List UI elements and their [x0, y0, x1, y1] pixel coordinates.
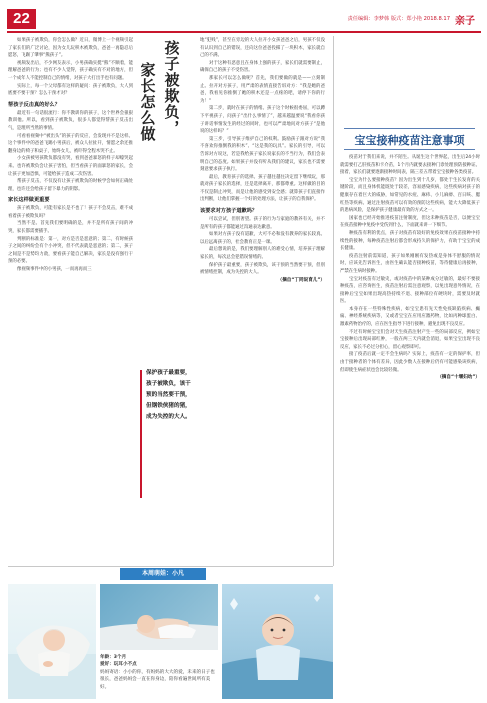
paragraph: 不过有时候宝宝们会对天生疫苗注射产生一些的局部反应，例如宝宝接种后出现局部红肿，一般在两三天内就会消退，如果宝宝出现不良反应，家长不必过分担心，留心观察即可。: [340, 329, 480, 350]
paragraph: 国家也已经开始推进疫苗注射制度，但这未种疫苗是否，以便宝宝在疫苗接种中免疫中受伤到什么，下面就来讲一下细节。: [340, 215, 480, 229]
article1-title: [140, 40, 180, 220]
baby-photo-middle: [100, 584, 218, 650]
paragraph: 最后，教育孩子的选择。孩子越往越往决定留下继续玩，那就对孩子家长的选择，还是选择离开，那都尊重。这样做的目的不仅是制止冲突，而是让他的感受到安全感；就算孩子们直接作出判断，让他们掌握一个好的处理方法，让孩子的自我保护。: [200, 174, 325, 203]
subheading-fight-back: 帮孩子反击真的好么？: [8, 101, 60, 108]
article1-signature: （摘自“丁同说育儿”）: [277, 277, 325, 283]
paragraph: 孩子被欺负，可能有家长是不也了！孩子不会反击，难不成看着孩子被欺负吗？: [8, 206, 133, 219]
header-rule: [7, 31, 481, 33]
page-number: 22: [13, 10, 30, 27]
article2-title: 宝宝接种疫苗注意事项: [354, 134, 465, 147]
caption-hobby: 爱好：玩耳小不点: [100, 662, 137, 668]
photo-section-rule: [8, 566, 333, 567]
section-label: 亲子: [455, 16, 475, 27]
caption-age: 年龄：3个月: [100, 655, 127, 660]
paragraph: 实际上，每一个父母都有这样的疑问：孩子被欺负，大人到底要不要干预？怎么干预才对？: [8, 83, 133, 97]
photo-section-label: 本周萌娃：小凡: [141, 570, 184, 577]
section-name: [455, 12, 481, 27]
paragraph: 疫苗注射前需知道，孩子如果刚刚有发热或是身体不舒服的情况时，应该先告诉医生，由医生确认能否接种疫苗，等待健康后再接种，严禁在生病时接种。: [340, 253, 480, 274]
article2-title-rule-bottom: [344, 149, 475, 150]
article1-column2: [200, 37, 325, 557]
paragraph: 可看看视频中“被出头”的孩子的反应，会发现并不是这样。这个事件中的爸爸飞踢小男孩后，被众人拉扯开，情愿之余还推翻身边的椅子和桌子，始终女儿，被吓得全程木哭不止。: [8, 133, 133, 154]
article2-title-rule-top: [344, 128, 475, 129]
title-line-1: 孩子被欺负，: [162, 40, 181, 136]
paragraph: 视频发出后，不少网友表示，小男孩确实挺“熊”不顺着，能理解爸爸的行为；也有不少人觉得，孩子确实有不对的地方，但一个成年人不能控制自己的情绪，对孩子大打出手也有问题。: [8, 60, 133, 81]
caption-mom-message: 妈妈寄语：小小的你，有妈妈的大大的爱，未来的日子也很长，爸爸妈妈会一直在你身边，陪你看遍世间所有美好。: [100, 669, 215, 690]
subheading-parents-do: 家长这样做更重要: [8, 197, 50, 204]
paragraph: 小女孩被男孩欺负都没有哭，看到爸爸暴怒的样子却嚎哭起来。也许被欺负会让孩子害怕，但当看孩子的面暴怒的家长，会让孩子更加恐惧，可能给孩子造成二次伤害。: [8, 156, 133, 177]
paragraph: 宝宝为什么要接种疫苗？因为出生到十几岁，都处于生长发育的关键阶段，而且身体机能既处于较差，容易感染疾病，这些疾病对孩子的健康存在着巨大的威胁，如常见的水痘、麻疹、小儿麻痹、百日咳、腮红热等疾病。通过注射疫苗可以有效的预防这些疾病，能大大降低孩子的患病风险，是保护孩子健康最有效的方式之一。: [340, 177, 480, 214]
paragraph: 地“犯贱”，甚至在旁边的大人拉开小女孩爸爸之后，男孩不仅没有认识到自己的错误，还向这位爸爸投掷了一块积木，家长就自己的不满。: [200, 38, 325, 59]
paragraph: 接了疫苗后就一定不会生病吗？实际上，疫苗有一定的保护率，但由于接种者的个体有差异，因此少数人在接种后仍有可能感染该疾病，但即使生病症状也会比较轻微。: [340, 352, 480, 373]
paragraph: 判断的标准是：第一，对方是否是恶意的；第二，有时候孩子之间的纠纷会有个小冲突，但不代表就是恶意的；第二，孩子之间是不是势均力敌，要看孩子能自己解决，家长是没有强行干预的必要。: [8, 236, 133, 265]
paragraph: 对于这种有恶意且在身体上强的孩子，家长们就需要制止，确保自己的孩子不受伤害。: [200, 60, 325, 74]
pull-quote-text: 保护孩子最重要，孩子被欺负，该干预的当然要干预，但钢铁侠猪的猪，成为失控的大人。: [146, 370, 191, 420]
paragraph: 最近有一句话很流行：你不教训你的孩子，这个世界会狠狠教训他。所以，看到孩子被欺负，很多人都觉得帮孩子反击出气，是理所当然的事情。: [8, 110, 133, 131]
article2-body: [340, 154, 480, 694]
column-divider: [333, 36, 334, 566]
col1-paragraphs: [8, 37, 133, 98]
photo-caption: [100, 654, 218, 700]
header-meta: [300, 15, 450, 24]
baby-photo-left: [8, 584, 96, 699]
pull-quote-bar: [140, 370, 142, 498]
paragraph: 疫苗对于我们来说，并不陌生。从诞生这个世界起，出生后24小时就需要打乙肝疫苗和卡介苗，1个月内就要去接种门诊处理预防接种证。接着，家长们就要逐渐接种时间表，隔三差五带着宝宝接种各类疫苗。: [340, 155, 480, 176]
paragraph: 宝宝对疫苗有过敏史，或对疫苗中的某种成分过敏的，最好不要接种疫苗，应咨询医生，疫苗注射后需注意观察，以免出现意外情况，在接种后宝宝如果出现高热持续不退、接种部位有硬块时，需要及时就医。: [340, 276, 480, 305]
paragraph: 第二步，就时在孩子的情绪。孩子这个时候很委屈，可以蹲下平视孩子，问孩子“出什么事情了”，越来越温要说“我看你孩子讲话事情发生的经过的同时，也可以严肃地问对方孩子“是他说的这样吗？”: [200, 106, 325, 135]
pull-quote: [140, 368, 195, 508]
article2-signature: （摘自“十堰妇幼”）: [437, 375, 480, 381]
paragraph: 本身存在一些特殊性疾病，如宝宝患有先天性免疫缺陷疾病、癫痫、神经系统疾病等，又或者宝宝在应用应激药物，比如丙种球蛋白、激素药物治疗的，应在医生指导下进行接种，避免出现不良反应。: [340, 306, 480, 328]
paragraph: 最后想说的是，我们要理解别人的难受心情，培养孩子理解家长的，每次总会犯错误情绪的。: [200, 247, 325, 261]
title-line-2: 家长怎么做: [138, 62, 157, 142]
header-meta-text: 责任编辑：李梦韩 版式：郑小艳 2018.8.17: [347, 16, 450, 22]
paragraph: 如果孩子被欺负，你会怎么做？近日，微博上一个视频引起了家长们的广泛讨论，因为女儿玩积木被欺负，爸爸一再隐忍后愿怒，飞踢了肇事“熊孩子”。: [8, 38, 133, 59]
paragraph: 当然不是。首先我们要明确的是，并不是所有孩子间的冲突，家长都需要插手。: [8, 221, 133, 235]
article1-column1: [8, 37, 133, 557]
paragraph: 种疫苗有利的优点，孩子对疫苗有较好的免疫效果在疫苗接种中持续性的接种，每种疫苗注射后都会形成持久的保护力，有助于宝宝的成长健康。: [340, 230, 480, 252]
article2-title-block: [338, 128, 481, 150]
paragraph: 保护孩子最重要，孩子被欺负，该干预的当然要干预，但别被情绪控制，成为失控的大人。: [200, 262, 325, 276]
paragraph: 那家长可以怎么做呢？首先，我们要做的就是——立刻制止。拉开对方孩子，用严肃的表情直接告诉对方：“我是她的爸爸，我看见你推倒了她的积木还是一点疼的吧，请停下你的行为！”: [200, 75, 325, 104]
page-number-badge: [7, 9, 36, 29]
baby-photo-left-art: [8, 584, 96, 699]
subheading-apology: 该要求对方孩子道歉吗？: [200, 208, 258, 215]
paragraph: 如果对方孩子没有道歉，大可不必和没有教养的家长较真。以后远离孩子的，社会教育正是一课。: [200, 232, 325, 245]
baby-photo-right-art: [222, 584, 333, 699]
photo-section-banner: [120, 568, 206, 580]
baby-photo-middle-art: [100, 584, 218, 650]
baby-photo-right: [222, 584, 333, 699]
paragraph: 可以尝试，但别奢望。孩子的行为与家庭的教养有关，并不是所有的孩子都能通过沟通表达歉意。: [200, 217, 325, 230]
paragraph: 帮孩子反击，不仅没有让孩子被欺负的时候学会如何正确处理，也许还会给孩子留下暴力的阴影。: [8, 179, 133, 192]
paragraph: 第三步，引导孩子维护自己的权利。鼓励孩子跟对方说“我不喜欢你推倒我的积木”、“这是我的玩具”。家长的引导，可以告诉对方说这，若是我给孩子家长说家长的不当行为，我们会表明自己的态度。如果孩子并没有听从我们的建议，家长也不需要刻意要求孩子执行。: [200, 136, 325, 173]
paragraph: 像视频事件中的小男孩，一而再再而三: [17, 267, 92, 273]
